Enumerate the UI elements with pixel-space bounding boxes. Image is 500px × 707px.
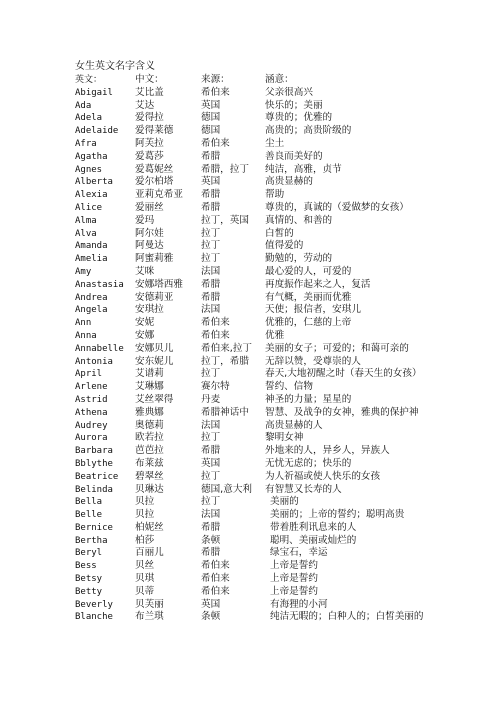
table-row bbox=[75, 125, 495, 138]
document-title: 女生英文名字含义 bbox=[75, 61, 155, 72]
table-row bbox=[75, 151, 495, 164]
table-row bbox=[75, 202, 495, 215]
name-chinese: 爱葛妮丝 bbox=[135, 163, 174, 175]
name-english: April bbox=[75, 369, 103, 380]
name-meaning: 优雅 bbox=[265, 329, 285, 341]
name-meaning: 再度振作起来之人，复活 bbox=[265, 278, 371, 290]
name-chinese: 碧翠丝 bbox=[135, 470, 164, 482]
name-chinese: 艾咪 bbox=[135, 265, 155, 277]
name-chinese: 芭芭拉 bbox=[135, 445, 164, 457]
name-chinese: 安德莉亚 bbox=[135, 291, 174, 303]
name-chinese: 贝琪 bbox=[135, 573, 155, 585]
name-english: Agatha bbox=[75, 151, 108, 162]
name-meaning: 上帝是誓约 bbox=[270, 585, 318, 597]
table-row bbox=[75, 253, 495, 266]
name-source: 希腊 bbox=[201, 189, 221, 201]
name-meaning: 为人祈福或使人快乐的女孩 bbox=[265, 470, 381, 482]
name-meaning: 最心爱的人，可爱的 bbox=[265, 265, 352, 277]
name-english: Angela bbox=[75, 305, 108, 316]
table-row bbox=[75, 356, 495, 369]
name-source: 拉丁，英国 bbox=[201, 214, 249, 226]
name-meaning: 父亲很高兴 bbox=[265, 86, 313, 98]
name-source: 希伯来 bbox=[201, 560, 230, 572]
name-source: 英国 bbox=[201, 598, 221, 610]
name-chinese: 欧若拉 bbox=[135, 432, 164, 444]
table-row bbox=[75, 471, 495, 484]
name-chinese: 爱尔柏塔 bbox=[135, 176, 174, 188]
name-source: 德国 bbox=[201, 125, 221, 137]
name-source: 希伯来 bbox=[201, 317, 230, 329]
name-meaning: 值得爱的 bbox=[265, 240, 304, 252]
name-english: Bernice bbox=[75, 522, 113, 533]
name-english: Abigail bbox=[75, 87, 113, 98]
table-row bbox=[75, 547, 495, 560]
name-source: 希腊 bbox=[201, 291, 221, 303]
name-source: 英国 bbox=[201, 457, 221, 469]
name-english: Adela bbox=[75, 113, 103, 124]
header-chinese: 中文： bbox=[135, 74, 164, 85]
table-row bbox=[75, 215, 495, 228]
name-meaning: 无辞以赞，受尊崇的人 bbox=[265, 355, 361, 367]
name-meaning: 纯洁无暇的；白种人的；白皙美丽的 bbox=[270, 611, 424, 623]
name-english: Bess bbox=[75, 561, 97, 572]
name-english: Alice bbox=[75, 202, 103, 213]
table-row bbox=[75, 100, 495, 113]
name-meaning: 纯洁，高雅，贞节 bbox=[265, 163, 342, 175]
name-chinese: 艾谱莉 bbox=[135, 368, 164, 380]
name-english: Alexia bbox=[75, 190, 108, 201]
name-chinese: 艾比盖 bbox=[135, 86, 164, 98]
name-source: 赛尔特 bbox=[201, 381, 230, 393]
name-chinese: 艾琳娜 bbox=[135, 381, 164, 393]
name-english: Alva bbox=[75, 228, 97, 239]
table-row bbox=[75, 420, 495, 433]
name-english: Betty bbox=[75, 586, 103, 597]
name-source: 希伯来 bbox=[201, 137, 230, 149]
name-english: Andrea bbox=[75, 292, 108, 303]
table-header bbox=[75, 74, 495, 87]
table-row bbox=[75, 458, 495, 471]
name-english: Athena bbox=[75, 407, 108, 418]
table-row bbox=[75, 228, 495, 241]
name-chinese: 爱得拉 bbox=[135, 112, 164, 124]
name-english: Beverly bbox=[75, 599, 113, 610]
name-meaning: 尘土 bbox=[265, 137, 285, 149]
name-source: 希腊神话中 bbox=[201, 406, 249, 418]
name-english: Barbara bbox=[75, 446, 113, 457]
name-meaning: 上帝是誓约 bbox=[270, 560, 318, 572]
name-english: Amelia bbox=[75, 254, 108, 265]
table-row bbox=[75, 407, 495, 420]
name-source: 拉丁 bbox=[201, 470, 221, 482]
name-source: 拉丁 bbox=[201, 253, 221, 265]
name-meaning: 优雅的，仁慈的上帝 bbox=[265, 317, 352, 329]
name-chinese: 奥德莉 bbox=[135, 419, 164, 431]
table-row bbox=[75, 112, 495, 125]
name-source: 拉丁 bbox=[201, 227, 221, 239]
name-source: 条顿 bbox=[201, 534, 221, 546]
name-english: Ann bbox=[75, 318, 92, 329]
name-meaning: 天使；报信者，安琪儿 bbox=[265, 304, 361, 316]
table-row bbox=[75, 611, 495, 624]
table-row bbox=[75, 330, 495, 343]
name-source: 英国 bbox=[201, 99, 221, 111]
name-meaning: 神圣的力量；星星的 bbox=[265, 393, 352, 405]
name-english: Alma bbox=[75, 215, 97, 226]
name-english: Arlene bbox=[75, 382, 108, 393]
name-source: 拉丁 bbox=[201, 368, 221, 380]
name-english: Beatrice bbox=[75, 471, 119, 482]
name-chinese: 柏莎 bbox=[135, 534, 155, 546]
name-meaning: 尊贵的，真诚的（爱做梦的女孩） bbox=[265, 201, 409, 213]
name-english: Amy bbox=[75, 266, 92, 277]
name-meaning: 有海狸的小河 bbox=[270, 598, 328, 610]
name-meaning: 外地来的人，异乡人，异族人 bbox=[265, 445, 390, 457]
table-row bbox=[75, 484, 495, 497]
name-meaning: 美丽的；上帝的誓约；聪明高贵 bbox=[270, 509, 405, 521]
name-source: 德国 bbox=[201, 112, 221, 124]
names-table bbox=[75, 74, 495, 624]
name-english: Adelaide bbox=[75, 126, 119, 137]
name-chinese: 布兰琪 bbox=[135, 611, 164, 623]
table-row bbox=[75, 509, 495, 522]
table-row bbox=[75, 368, 495, 381]
name-chinese: 柏妮丝 bbox=[135, 521, 164, 533]
header-meaning: 涵意： bbox=[265, 74, 294, 85]
name-chinese: 亚莉克希亚 bbox=[135, 189, 183, 201]
name-chinese: 爱葛莎 bbox=[135, 150, 164, 162]
name-source: 希伯来 bbox=[201, 329, 230, 341]
name-source: 法国 bbox=[201, 509, 221, 521]
name-meaning: 带着胜利讯息来的人 bbox=[270, 521, 357, 533]
name-english: Antonia bbox=[75, 356, 113, 367]
name-english: Anna bbox=[75, 330, 97, 341]
name-english: Bertha bbox=[75, 535, 108, 546]
name-meaning: 勤勉的，劳动的 bbox=[265, 253, 333, 265]
table-row bbox=[75, 266, 495, 279]
table-row bbox=[75, 240, 495, 253]
name-english: Ada bbox=[75, 100, 92, 111]
name-source: 拉丁 bbox=[201, 432, 221, 444]
table-row bbox=[75, 522, 495, 535]
name-chinese: 爱丽丝 bbox=[135, 201, 164, 213]
table-row bbox=[75, 87, 495, 100]
table-row bbox=[75, 164, 495, 177]
table-row bbox=[75, 189, 495, 202]
name-meaning: 美丽的女子；可爱的；和蔼可亲的 bbox=[265, 342, 409, 354]
name-english: Aurora bbox=[75, 433, 108, 444]
name-english: Afra bbox=[75, 138, 97, 149]
name-chinese: 贝芙丽 bbox=[135, 598, 164, 610]
name-meaning: 上帝是誓约 bbox=[270, 573, 318, 585]
name-meaning: 善良而美好的 bbox=[265, 150, 323, 162]
name-chinese: 布莱兹 bbox=[135, 457, 164, 469]
name-source: 拉丁 bbox=[201, 240, 221, 252]
name-meaning: 高贵显赫的人 bbox=[265, 419, 323, 431]
name-chinese: 阿蜜莉雅 bbox=[135, 253, 174, 265]
name-english: Belle bbox=[75, 510, 103, 521]
table-row bbox=[75, 586, 495, 599]
table-row bbox=[75, 496, 495, 509]
name-source: 拉丁，希腊 bbox=[201, 355, 249, 367]
table-row bbox=[75, 138, 495, 151]
name-source: 希腊 bbox=[201, 150, 221, 162]
name-source: 希伯来 bbox=[201, 573, 230, 585]
name-chinese: 安妮 bbox=[135, 317, 155, 329]
name-english: Agnes bbox=[75, 164, 103, 175]
name-english: Annabelle bbox=[75, 343, 124, 354]
name-meaning: 聪明、美丽或灿烂的 bbox=[270, 534, 357, 546]
name-chinese: 安娜塔西雅 bbox=[135, 278, 183, 290]
table-row bbox=[75, 343, 495, 356]
name-source: 英国 bbox=[201, 176, 221, 188]
name-chinese: 阿曼达 bbox=[135, 240, 164, 252]
name-english: Blanche bbox=[75, 612, 113, 623]
name-meaning: 快乐的；美丽 bbox=[265, 99, 323, 111]
name-meaning: 尊贵的；优雅的 bbox=[265, 112, 333, 124]
name-meaning: 高贵的；高贵阶级的 bbox=[265, 125, 352, 137]
name-chinese: 安娜贝儿 bbox=[135, 342, 174, 354]
header-source: 来源： bbox=[201, 74, 230, 85]
name-english: Audrey bbox=[75, 420, 108, 431]
name-meaning: 誓约、信物 bbox=[265, 381, 313, 393]
name-english: Alberta bbox=[75, 177, 113, 188]
table-row bbox=[75, 394, 495, 407]
name-chinese: 爱得莱德 bbox=[135, 125, 174, 137]
name-english: Amanda bbox=[75, 241, 108, 252]
name-source: 拉丁 bbox=[201, 496, 221, 508]
name-meaning: 白皙的 bbox=[265, 227, 294, 239]
name-english: Astrid bbox=[75, 394, 108, 405]
name-source: 法国 bbox=[201, 265, 221, 277]
table-row bbox=[75, 599, 495, 612]
name-meaning: 黎明女神 bbox=[265, 432, 304, 444]
name-source: 法国 bbox=[201, 304, 221, 316]
name-source: 希腊 bbox=[201, 521, 221, 533]
name-chinese: 雅典娜 bbox=[135, 406, 164, 418]
name-source: 条顿 bbox=[201, 611, 221, 623]
name-source: 丹麦 bbox=[201, 393, 221, 405]
name-english: Bblythe bbox=[75, 458, 113, 469]
name-english: Betsy bbox=[75, 574, 103, 585]
name-source: 希腊，拉丁 bbox=[201, 163, 249, 175]
name-meaning: 有气概，美丽而优雅 bbox=[265, 291, 352, 303]
name-meaning: 绿宝石，幸运 bbox=[270, 547, 328, 559]
name-source: 希伯来,拉丁 bbox=[201, 342, 253, 354]
name-chinese: 贝蒂 bbox=[135, 585, 155, 597]
name-source: 希伯来 bbox=[201, 585, 230, 597]
name-chinese: 百丽儿 bbox=[135, 547, 164, 559]
name-chinese: 安东妮儿 bbox=[135, 355, 174, 367]
name-chinese: 贝拉 bbox=[135, 496, 155, 508]
name-chinese: 安娜 bbox=[135, 329, 155, 341]
table-row bbox=[75, 432, 495, 445]
name-chinese: 贝丝 bbox=[135, 560, 155, 572]
name-chinese: 爱玛 bbox=[135, 214, 155, 226]
header-english: 英文： bbox=[75, 75, 103, 85]
name-meaning: 无忧无虑的；快乐的 bbox=[265, 457, 352, 469]
name-chinese: 安琪拉 bbox=[135, 304, 164, 316]
table-row bbox=[75, 573, 495, 586]
name-source: 法国 bbox=[201, 419, 221, 431]
name-meaning: 智慧、及战争的女神，雅典的保护神 bbox=[265, 406, 419, 418]
name-meaning: 真情的、和善的 bbox=[265, 214, 333, 226]
table-row bbox=[75, 381, 495, 394]
name-source: 希腊 bbox=[201, 201, 221, 213]
name-english: Belinda bbox=[75, 484, 113, 495]
name-source: 希伯来 bbox=[201, 86, 230, 98]
table-row bbox=[75, 279, 495, 292]
table-row bbox=[75, 317, 495, 330]
table-row bbox=[75, 535, 495, 548]
name-meaning: 美丽的 bbox=[270, 496, 299, 508]
name-meaning: 春天,大地初醒之时（春天生的女孩） bbox=[265, 368, 422, 380]
name-source: 德国,意大利 bbox=[201, 483, 253, 495]
table-row bbox=[75, 560, 495, 573]
name-english: Anastasia bbox=[75, 279, 124, 290]
table-row bbox=[75, 445, 495, 458]
name-chinese: 艾达 bbox=[135, 99, 155, 111]
name-source: 希腊 bbox=[201, 278, 221, 290]
name-chinese: 阿尔娃 bbox=[135, 227, 164, 239]
name-chinese: 贝拉 bbox=[135, 509, 155, 521]
table-row bbox=[75, 304, 495, 317]
table-row bbox=[75, 176, 495, 189]
table-row bbox=[75, 292, 495, 305]
name-english: Bella bbox=[75, 497, 103, 508]
name-chinese: 阿芙拉 bbox=[135, 137, 164, 149]
name-source: 希腊 bbox=[201, 445, 221, 457]
name-source: 希腊 bbox=[201, 547, 221, 559]
name-chinese: 贝琳达 bbox=[135, 483, 164, 495]
name-meaning: 帮助 bbox=[265, 189, 285, 201]
name-english: Beryl bbox=[75, 548, 103, 559]
name-chinese: 艾丝翠得 bbox=[135, 393, 174, 405]
name-meaning: 高贵显赫的 bbox=[265, 176, 313, 188]
name-meaning: 有智慧又长寿的人 bbox=[265, 483, 342, 495]
